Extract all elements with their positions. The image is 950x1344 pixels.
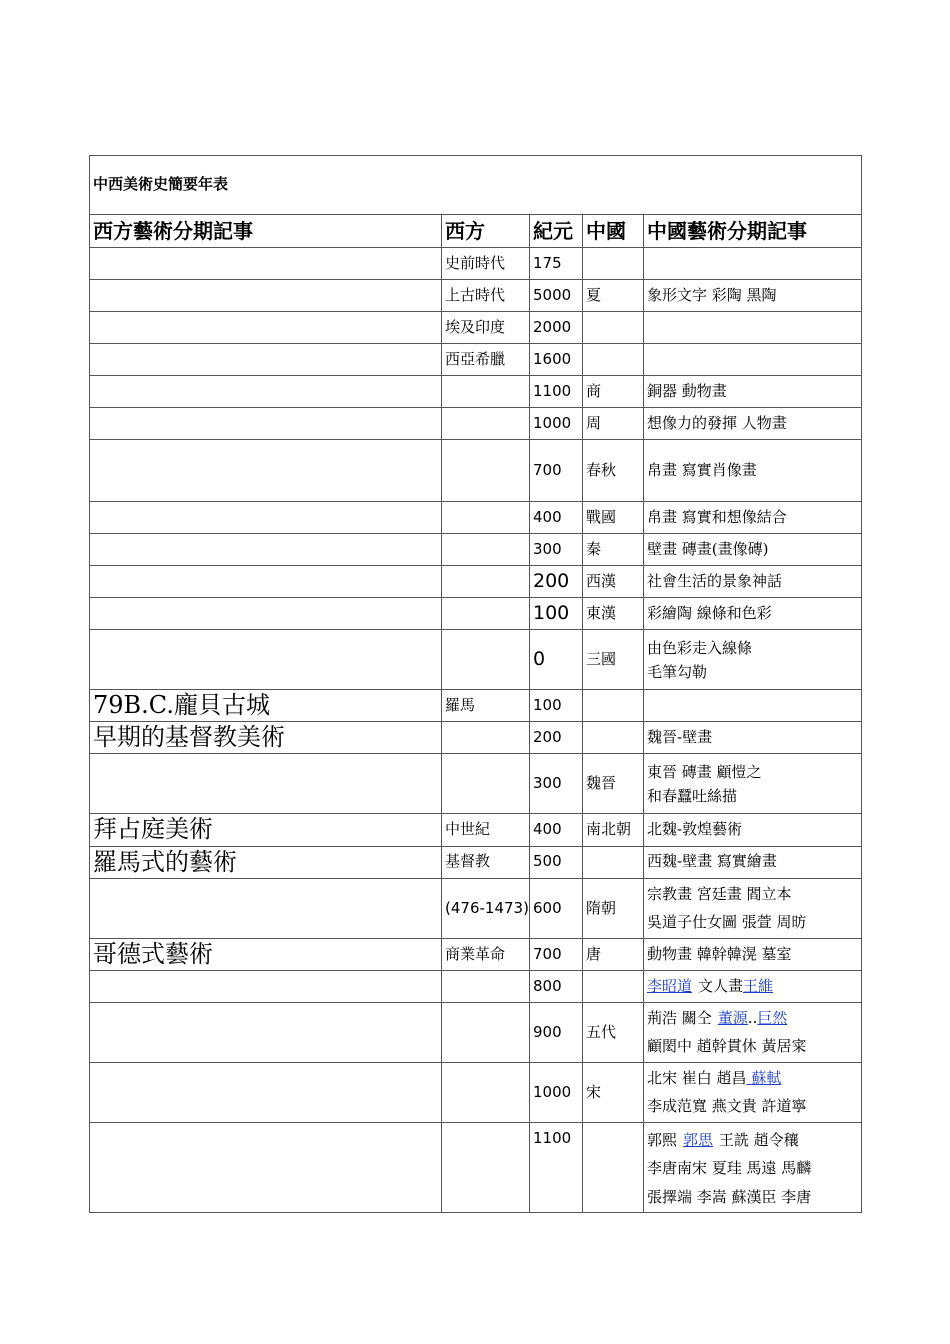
year-cell: 2000 [530, 312, 583, 344]
west-cell [442, 534, 530, 566]
china-cell [583, 970, 644, 1002]
header-china-events: 中國藝術分期記事 [644, 215, 862, 248]
china-events-cell: 北魏-敦煌藝術 [644, 814, 862, 846]
table-row [90, 534, 862, 566]
header-year: 紀元 [530, 215, 583, 248]
year-cell: 300 [530, 534, 583, 566]
west-events-cell [90, 630, 442, 690]
table-row [90, 376, 862, 408]
china-events-cell [644, 690, 862, 722]
year-cell: 200 [530, 566, 583, 598]
china-events-text: 荊浩 關仝 [647, 1008, 712, 1027]
link-ju-ran[interactable]: 巨然 [757, 1008, 788, 1027]
china-cell [583, 344, 644, 376]
year-cell: 100 [530, 690, 583, 722]
west-cell [442, 970, 530, 1002]
china-cell: 唐 [583, 938, 644, 970]
header-row [90, 215, 862, 248]
table-row [90, 722, 862, 754]
table-row [90, 440, 862, 502]
west-events-cell [90, 1002, 442, 1062]
west-events-cell [90, 408, 442, 440]
year-cell: 1000 [530, 1062, 583, 1122]
china-cell: 五代 [583, 1002, 644, 1062]
west-events-cell [90, 1122, 442, 1212]
table-row [90, 502, 862, 534]
link-dong-yuan[interactable]: 董源 [717, 1008, 748, 1027]
table-row [90, 814, 862, 846]
link-su-shi[interactable]: 蘇軾 [746, 1068, 782, 1087]
china-events-cell: 壁畫 磚畫(畫像磚) [644, 534, 862, 566]
year-cell: 300 [530, 754, 583, 814]
title-row [90, 156, 862, 215]
china-events-cell [644, 754, 862, 814]
west-events-cell [90, 376, 442, 408]
year-cell: 800 [530, 970, 583, 1002]
west-cell [442, 502, 530, 534]
west-cell: (476-1473) [442, 878, 530, 938]
china-cell: 宋 [583, 1062, 644, 1122]
year-cell: 400 [530, 814, 583, 846]
china-cell: 西漢 [583, 566, 644, 598]
china-events-line: 和春蠶吐絲描 [647, 786, 738, 805]
chronology-table [89, 155, 862, 1213]
west-events-cell: 羅馬式的藝術 [90, 846, 442, 878]
year-cell: 400 [530, 502, 583, 534]
china-events-line: 顧閎中 趙幹貫休 黃居寀 [647, 1037, 807, 1056]
china-events-text: 王詵 趙令穰 [719, 1130, 799, 1149]
west-cell [442, 754, 530, 814]
west-events-cell [90, 280, 442, 312]
west-cell: 西亞希臘 [442, 344, 530, 376]
west-events-cell: 拜占庭美術 [90, 814, 442, 846]
table-row [90, 846, 862, 878]
china-cell [583, 1122, 644, 1212]
year-cell: 700 [530, 440, 583, 502]
year-cell: 100 [530, 598, 583, 630]
china-events-cell [644, 630, 862, 690]
year-cell: 175 [530, 248, 583, 280]
west-events-cell [90, 878, 442, 938]
west-cell [442, 566, 530, 598]
china-events-text: 北宋 崔白 趙昌 [647, 1068, 747, 1087]
west-cell [442, 440, 530, 502]
west-events-cell [90, 754, 442, 814]
china-events-cell: 想像力的發揮 人物畫 [644, 408, 862, 440]
china-cell [583, 846, 644, 878]
china-cell: 周 [583, 408, 644, 440]
west-cell: 基督教 [442, 846, 530, 878]
year-cell: 1100 [530, 376, 583, 408]
china-cell [583, 312, 644, 344]
table-row [90, 566, 862, 598]
west-events-cell [90, 598, 442, 630]
china-events-line [647, 1004, 858, 1033]
china-events-line [647, 1126, 858, 1155]
china-events-line: 毛筆勾勒 [647, 662, 708, 681]
china-events-cell [644, 1122, 862, 1212]
table-row [90, 598, 862, 630]
china-cell: 秦 [583, 534, 644, 566]
west-events-cell [90, 312, 442, 344]
west-events-cell [90, 344, 442, 376]
link-guo-si[interactable]: 郭思 [683, 1130, 714, 1149]
west-events-cell [90, 534, 442, 566]
year-cell: 0 [530, 630, 583, 690]
year-cell: 200 [530, 722, 583, 754]
china-events-cell: 魏晉-壁畫 [644, 722, 862, 754]
china-events-line: 李成范寬 燕文貴 許道寧 [647, 1097, 807, 1116]
china-cell: 三國 [583, 630, 644, 690]
year-cell: 1600 [530, 344, 583, 376]
table-row [90, 408, 862, 440]
china-events-cell [644, 878, 862, 938]
china-cell: 魏晉 [583, 754, 644, 814]
west-events-cell: 哥德式藝術 [90, 938, 442, 970]
link-wang-wei[interactable]: 王維 [743, 976, 774, 995]
table-row [90, 938, 862, 970]
west-cell [442, 408, 530, 440]
china-events-line: 吳道子仕女圖 張萱 周昉 [647, 913, 807, 932]
west-events-cell [90, 970, 442, 1002]
table-row [90, 630, 862, 690]
china-events-cell [644, 1062, 862, 1122]
china-events-cell: 帛畫 寫實和想像結合 [644, 502, 862, 534]
china-cell: 隋朝 [583, 878, 644, 938]
table-row [90, 690, 862, 722]
west-cell: 上古時代 [442, 280, 530, 312]
china-events-cell: 銅器 動物畫 [644, 376, 862, 408]
china-events-line: 張擇端 李嵩 蘇漢臣 李唐 [647, 1187, 812, 1206]
west-cell: 中世紀 [442, 814, 530, 846]
china-events-cell: 彩繪陶 線條和色彩 [644, 598, 862, 630]
west-cell: 埃及印度 [442, 312, 530, 344]
west-cell [442, 598, 530, 630]
west-events-cell [90, 566, 442, 598]
west-cell: 史前時代 [442, 248, 530, 280]
year-cell: 700 [530, 938, 583, 970]
china-events-cell [644, 970, 862, 1002]
china-cell [583, 722, 644, 754]
west-cell [442, 1122, 530, 1212]
year-cell: 1000 [530, 408, 583, 440]
west-cell [442, 722, 530, 754]
china-events-line: 宗教畫 宮廷畫 閻立本 [647, 884, 792, 903]
table-row [90, 970, 862, 1002]
china-cell: 春秋 [583, 440, 644, 502]
table-row [90, 344, 862, 376]
table-row [90, 1062, 862, 1122]
china-events-text: .. [747, 1008, 758, 1027]
china-events-cell: 帛畫 寫實肖像畫 [644, 440, 862, 502]
west-events-cell: 79B.C.龐貝古城 [90, 690, 442, 722]
west-cell [442, 376, 530, 408]
china-events-cell: 西魏-壁畫 寫實繪畫 [644, 846, 862, 878]
west-cell [442, 630, 530, 690]
table-row [90, 754, 862, 814]
year-cell: 5000 [530, 280, 583, 312]
china-events-cell [644, 344, 862, 376]
west-events-cell [90, 440, 442, 502]
china-events-text: 郭熙 [647, 1130, 678, 1149]
china-events-line: 李唐南宋 夏珪 馬遠 馬麟 [647, 1159, 812, 1178]
china-cell: 戰國 [583, 502, 644, 534]
header-west: 西方 [442, 215, 530, 248]
china-events-cell [644, 1002, 862, 1062]
china-cell: 商 [583, 376, 644, 408]
header-west-events: 西方藝術分期記事 [90, 215, 442, 248]
china-events-cell: 社會生活的景象神話 [644, 566, 862, 598]
table-row [90, 248, 862, 280]
table-row [90, 280, 862, 312]
year-cell: 1100 [530, 1122, 583, 1212]
china-events-cell [644, 312, 862, 344]
china-events-cell: 動物畫 韓幹韓滉 墓室 [644, 938, 862, 970]
page-title: 中西美術史簡要年表 [90, 156, 862, 215]
china-events-line: 東晉 磚畫 顧愷之 [647, 762, 762, 781]
link-li-zhaodao[interactable]: 李昭道 [647, 976, 693, 995]
west-cell: 商業革命 [442, 938, 530, 970]
west-events-cell [90, 248, 442, 280]
table-row [90, 1122, 862, 1212]
china-cell: 南北朝 [583, 814, 644, 846]
china-events-line [647, 1064, 858, 1093]
west-events-cell: 早期的基督教美術 [90, 722, 442, 754]
table-row [90, 1002, 862, 1062]
header-china: 中國 [583, 215, 644, 248]
china-events-text: 文人畫 [698, 976, 744, 995]
china-cell [583, 690, 644, 722]
west-cell: 羅馬 [442, 690, 530, 722]
table-row [90, 878, 862, 938]
year-cell: 500 [530, 846, 583, 878]
china-cell [583, 248, 644, 280]
west-events-cell [90, 502, 442, 534]
china-events-cell: 象形文字 彩陶 黑陶 [644, 280, 862, 312]
china-cell: 夏 [583, 280, 644, 312]
year-cell: 900 [530, 1002, 583, 1062]
year-cell: 600 [530, 878, 583, 938]
west-cell [442, 1002, 530, 1062]
west-events-cell [90, 1062, 442, 1122]
table-row [90, 312, 862, 344]
west-cell [442, 1062, 530, 1122]
china-events-line: 由色彩走入線條 [647, 638, 753, 657]
china-events-cell [644, 248, 862, 280]
china-cell: 東漢 [583, 598, 644, 630]
